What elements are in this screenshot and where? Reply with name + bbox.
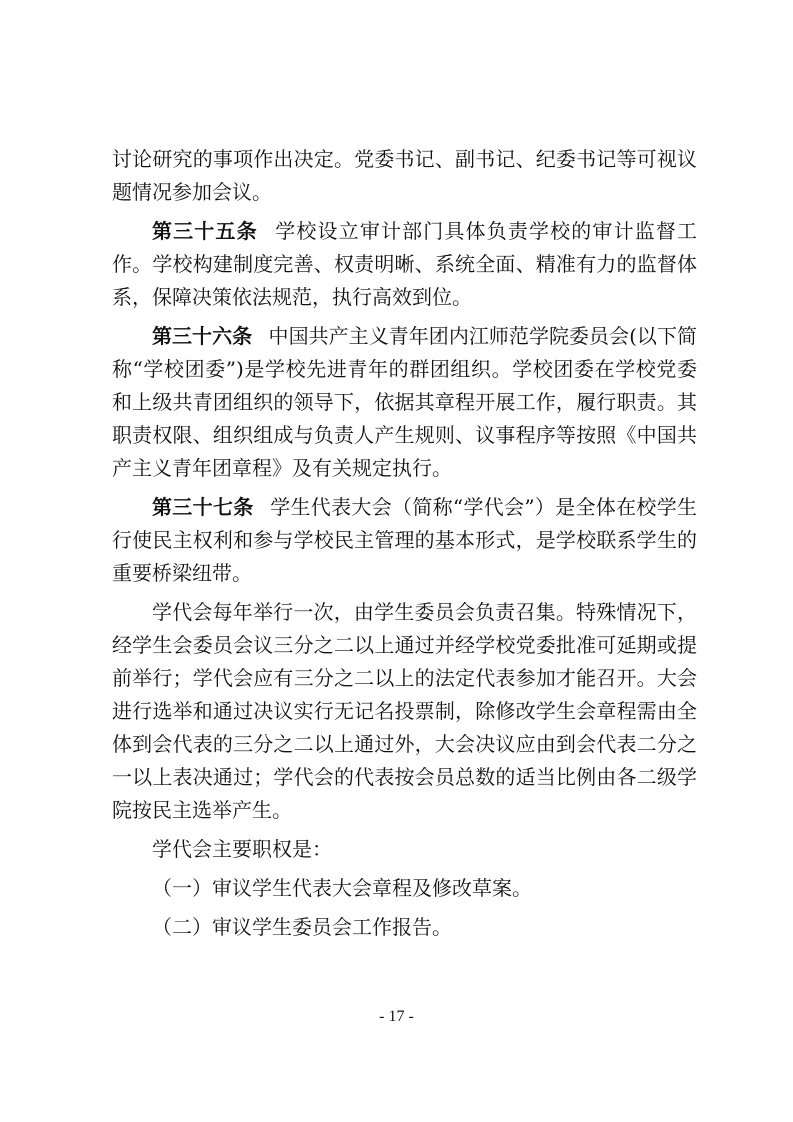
paragraph-article-37 [112, 491, 697, 590]
paragraph-text: 学代会每年举行一次，由学生委员会负责召集。特殊情况下，经学生会委员会议三分之二以上通过并经学校党委批准可延期或提前举行；学代会应有三分之二以上的法定代表参加才能召开。大会进行选举和通过决议实行无记名投票制，除修改学生会章程需由全体到会代表的三分之二以上通过外，大会决议应由到会代表二分之一以上表决通过；学代会的代表按会员总数的适当比例由各二级学院按民主选举产生。 [112, 600, 697, 822]
list-item-1 [112, 872, 697, 905]
article-heading: 第三十五条 [152, 219, 268, 243]
paragraph-continuation [112, 143, 697, 209]
paragraph-powers-intro [112, 833, 697, 866]
paragraph-text: 中国共产主义青年团内江师范学院委员会(以下简称“学校团委”)是学校先进青年的群团组织。学校团委在学校党委和上级共青团组织的领导下，依据其章程开展工作，履行职责。其职责权限、组织组成与负责人产生规则、议事程序等按照《中国共产主义青年团章程》及有关规定执行。 [112, 324, 697, 480]
paragraph-article-35 [112, 215, 697, 314]
list-item-2 [112, 911, 697, 944]
page-number: - 17 - [379, 1008, 414, 1025]
paragraph-text: 学校设立审计部门具体负责学校的审计监督工作。学校构建制度完善、权责明晰、系统全面、精准有力的监督体系，保障决策依法规范，执行高效到位。 [112, 219, 698, 309]
paragraph-congress-rules [112, 596, 697, 827]
article-heading: 第三十七条 [152, 495, 264, 519]
paragraph-text: （一）审议学生代表大会章程及修改草案。 [152, 876, 532, 900]
paragraph-text: 学生代表大会（简称“学代会”）是全体在校学生行使民主权利和参与学校民主管理的基本形式，是学校联系学生的重要桥梁纽带。 [112, 495, 698, 585]
body-text [112, 143, 697, 950]
paragraph-text: （二）审议学生委员会工作报告。 [152, 915, 452, 939]
article-heading: 第三十六条 [152, 324, 263, 348]
paragraph-text: 学代会主要职权是： [152, 837, 332, 861]
paragraph-text: 讨论研究的事项作出决定。党委书记、副书记、纪委书记等可视议题情况参加会议。 [112, 147, 697, 204]
paragraph-article-36 [112, 320, 697, 485]
